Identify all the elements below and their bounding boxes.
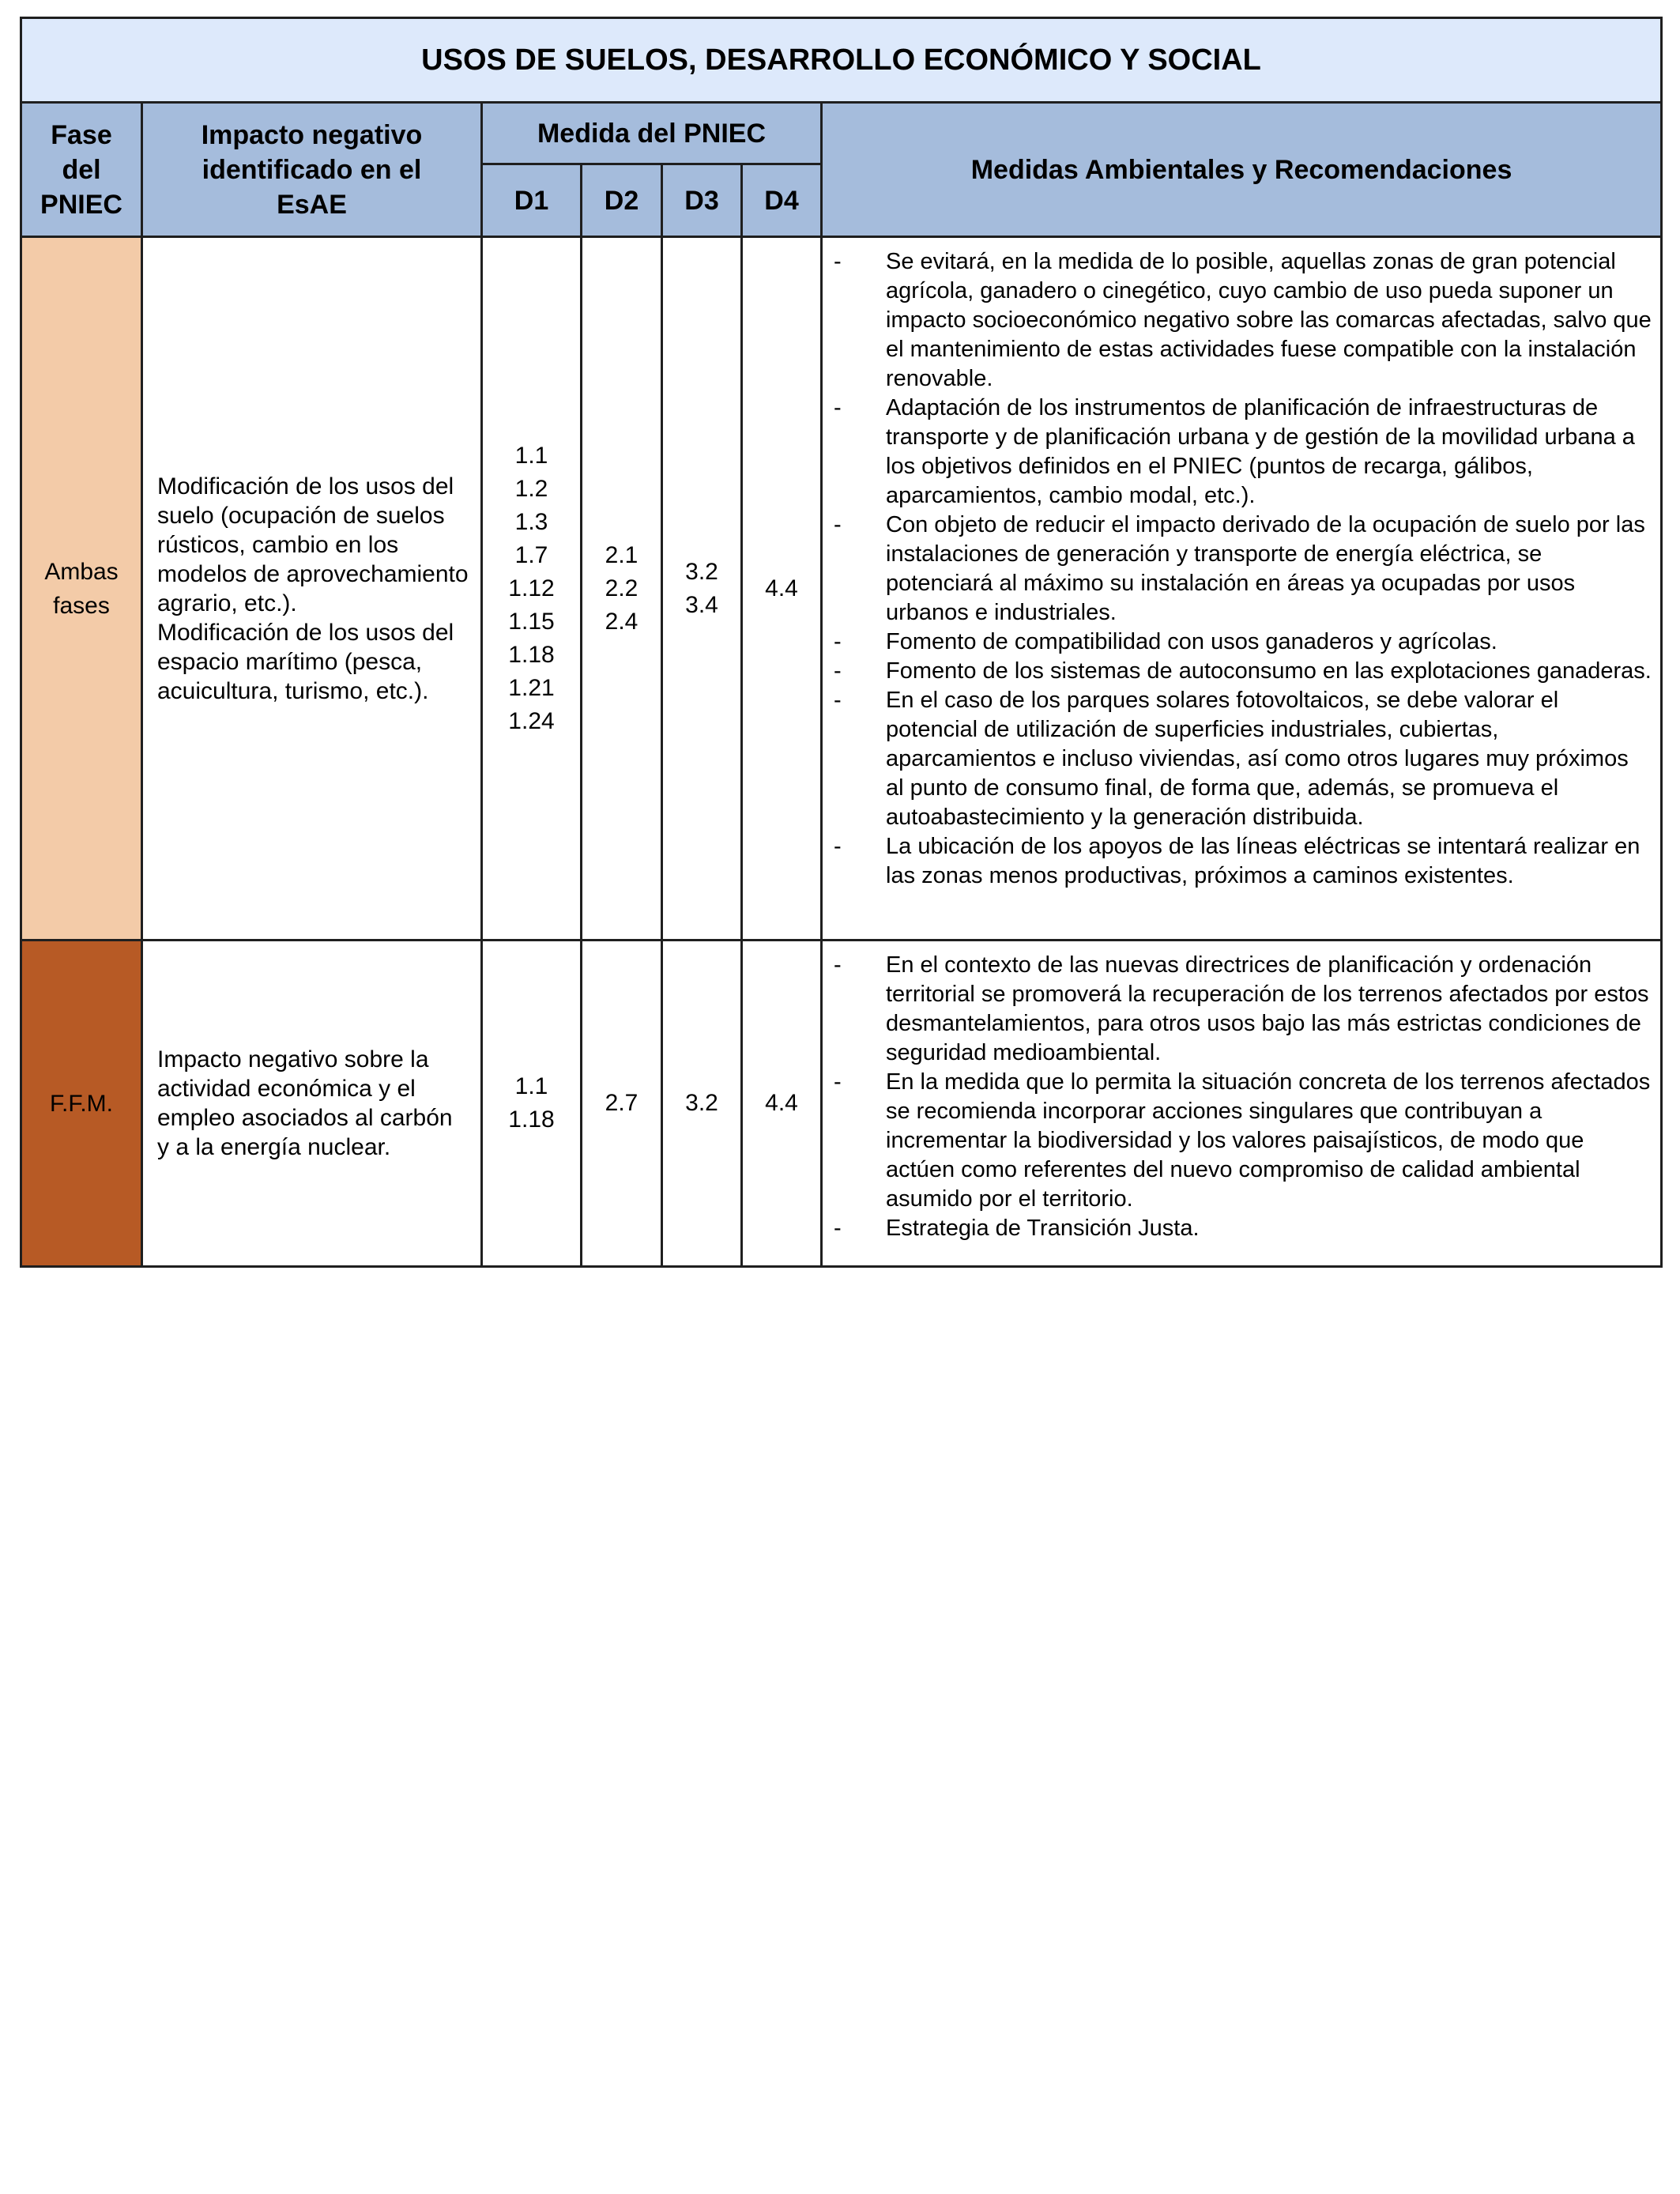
bullet: - — [834, 658, 842, 684]
list-item — [834, 247, 1652, 394]
list-item — [834, 511, 1652, 628]
list-item — [834, 1068, 1652, 1214]
bullet: - — [834, 512, 842, 537]
bullet: - — [834, 629, 842, 654]
d3-cell: 3.2 — [662, 941, 742, 1267]
list-item — [834, 657, 1652, 686]
list-item — [834, 394, 1652, 511]
d2-cell: 2.7 — [582, 941, 662, 1267]
impact-cell: Impacto negativo sobre la actividad económica y el empleo asociados al carbón y a la energía nuclear. — [142, 941, 482, 1267]
table-title: USOS DE SUELOS, DESARROLLO ECONÓMICO Y SOCIAL — [21, 18, 1662, 103]
measure-text: Fomento de los sistemas de autoconsumo en las explotaciones ganaderas. — [886, 658, 1652, 684]
list-item — [834, 832, 1652, 891]
d4-cell: 4.4 — [742, 941, 822, 1267]
d2-cell: 2.1 2.2 2.4 — [582, 237, 662, 941]
list-item — [834, 951, 1652, 1068]
measure-text: Estrategia de Transición Justa. — [886, 1216, 1200, 1241]
list-item — [834, 686, 1652, 832]
measure-text: Fomento de compatibilidad con usos ganaderos y agrícolas. — [886, 629, 1497, 654]
bullet: - — [834, 834, 842, 859]
table-row — [21, 237, 1662, 941]
measure-text: La ubicación de los apoyos de las líneas eléctricas se intentará realizar en las zonas menos productivas, próximos a caminos existentes. — [886, 834, 1640, 888]
measure-text: Se evitará, en la medida de lo posible, aquellas zonas de gran potencial agrícola, ganadero o cinegético, cuyo cambio de uso pueda suponer un impacto socioeconómico negativo sobre las comarcas afectadas, salvo que el mantenimiento de estas actividades fuese compatible con la instalación renovable. — [886, 249, 1652, 391]
d3-cell: 3.2 3.4 — [662, 237, 742, 941]
header-d1: D1 — [482, 164, 582, 237]
header-d3: D3 — [662, 164, 742, 237]
d4-cell: 4.4 — [742, 237, 822, 941]
bullet: - — [834, 395, 842, 420]
list-item — [834, 628, 1652, 657]
header-d4: D4 — [742, 164, 822, 237]
measures-cell — [822, 941, 1662, 1267]
header-d2: D2 — [582, 164, 662, 237]
bullet: - — [834, 1216, 842, 1241]
d1-cell: 1.1 1.18 — [482, 941, 582, 1267]
measure-text: Adaptación de los instrumentos de planificación de infraestructuras de transporte y de planificación urbana y de gestión de la movilidad urbana a los objetivos definidos en el PNIEC (puntos de recarga, gálibos, aparcamientos, cambio modal, etc.). — [886, 395, 1635, 508]
measure-text: Con objeto de reducir el impacto derivado de la ocupación de suelo por las instalaciones de generación y transporte de energía eléctrica, se potenciará al máximo su instalación en áreas ya ocupadas por usos urbanos e industriales. — [886, 512, 1645, 625]
measure-text: En el caso de los parques solares fotovoltaicos, se debe valorar el potencial de utilización de superficies industriales, cubiertas, aparcamientos e incluso viviendas, así como otros lugares muy próximos al punto de consumo final, de forma que, además, se promueva el autoabastecimiento y la generación distribuida. — [886, 688, 1629, 830]
d1-cell: 1.1 1.2 1.3 1.7 1.12 1.15 1.18 1.21 1.24 — [482, 237, 582, 941]
header-recommendations: Medidas Ambientales y Recomendaciones — [822, 103, 1662, 237]
phase-cell: F.F.M. — [21, 941, 142, 1267]
measures-cell — [822, 237, 1662, 941]
header-phase: Fase del PNIEC — [21, 103, 142, 237]
header-impact: Impacto negativo identificado en el EsAE — [142, 103, 482, 237]
impact-cell: Modificación de los usos del suelo (ocupación de suelos rústicos, cambio en los modelos de aprovechamiento agrario, etc.). Modificación de los usos del espacio marítimo (pesca, acuicultura, turismo, etc.). — [142, 237, 482, 941]
bullet: - — [834, 688, 842, 713]
measure-text: En el contexto de las nuevas directrices de planificación y ordenación territorial se promoverá la recuperación de los terrenos afectados por estos desmantelamientos, para otros usos bajo las más estrictas condiciones de seguridad medioambiental. — [886, 952, 1649, 1065]
bullet: - — [834, 249, 842, 274]
bullet: - — [834, 1069, 842, 1095]
header-measure-group: Medida del PNIEC — [482, 103, 822, 164]
bullet: - — [834, 952, 842, 978]
measures-table — [20, 17, 1663, 1268]
list-item — [834, 1214, 1652, 1243]
table-row — [21, 941, 1662, 1267]
phase-cell: Ambas fases — [21, 237, 142, 941]
measure-text: En la medida que lo permita la situación concreta de los terrenos afectados se recomienda incorporar acciones singulares que contribuyan a incrementar la biodiversidad y los valores paisajísticos, de modo que actúen como referentes del nuevo compromiso de calidad ambiental asumido por el territorio. — [886, 1069, 1651, 1212]
